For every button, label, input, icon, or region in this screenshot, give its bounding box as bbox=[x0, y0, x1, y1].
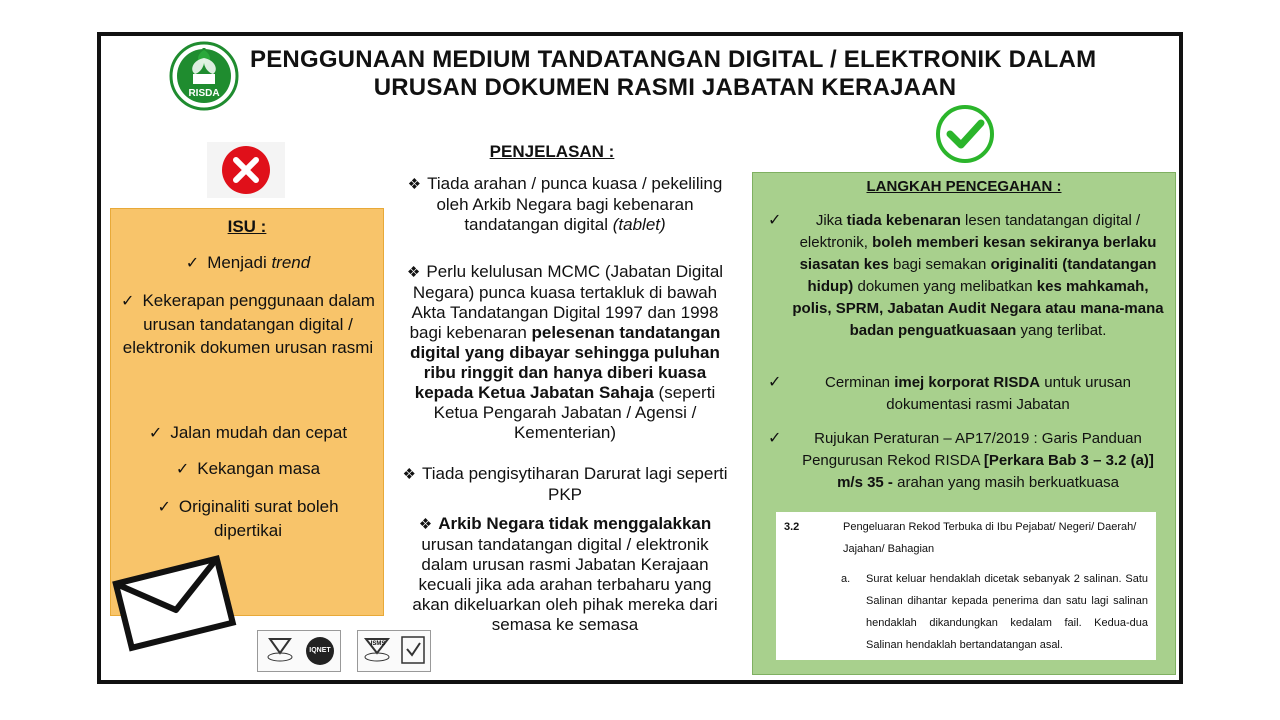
risda-logo bbox=[165, 38, 243, 112]
close-x-icon bbox=[207, 142, 285, 198]
envelope-icon bbox=[110, 548, 240, 656]
isu-item-3: ✓ Jalan mudah dan cepat bbox=[148, 423, 348, 442]
isu-item-1: ✓ Menjadi trend bbox=[185, 253, 311, 272]
checkmark-icon: ✓ bbox=[768, 430, 782, 447]
penjelasan-item-1: ❖ Tiada arahan / punca kuasa / pekeliling oleh Arkib Negara bagi kebenaran tandatangan digital (tablet) bbox=[407, 174, 723, 234]
checkmark-icon: ✓ bbox=[768, 374, 782, 391]
checkmark-icon: ✓ bbox=[185, 255, 200, 272]
check-icon-box bbox=[930, 104, 1000, 164]
page-title bbox=[250, 46, 1097, 102]
checkmark-icon: ✓ bbox=[768, 212, 782, 229]
langkah-heading: LANGKAH PENCEGAHAN : bbox=[866, 178, 1062, 195]
diamond-bullet-icon: ❖ bbox=[418, 516, 433, 533]
title-line-2: URUSAN DOKUMEN RASMI JABATAN KERAJAAN bbox=[373, 74, 957, 101]
penjelasan-item-2: ❖ Perlu kelulusan MCMC (Jabatan Digital Negara) punca kuasa tertakluk di bawah Akta Tandatangan Digital 1997 dan 1998 bagi kebenaran pelesenan tandatangan digital yang dibayar sehingga puluhan ribu ringgit dan hanya diberi kuasa kepada Ketua Jabatan Sahaja (seperti Ketua Pengarah Jabatan / Agensi / Kementerian) bbox=[406, 262, 724, 442]
isu-item-4: ✓ Kekangan masa bbox=[175, 459, 321, 478]
diamond-bullet-icon: ❖ bbox=[406, 264, 421, 281]
isu-item-5: ✓ Originaliti surat boleh dipertikai bbox=[157, 497, 339, 540]
certification-logos-2 bbox=[357, 630, 431, 672]
x-icon-box bbox=[207, 142, 285, 198]
title-line-1: PENGGUNAAN MEDIUM TANDATANGAN DIGITAL / ELEKTRONIK DALAM bbox=[250, 46, 1097, 73]
certification-logos-1 bbox=[257, 630, 341, 672]
checkmark-icon: ✓ bbox=[148, 425, 163, 442]
penjelasan-item-3: ❖ Tiada pengisytiharan Darurat lagi seperti PKP bbox=[402, 464, 728, 504]
diamond-bullet-icon: ❖ bbox=[402, 466, 416, 483]
isu-item-2: ✓ Kekerapan penggunaan dalam urusan tandatangan digital / elektronik dokumen urusan rasmi bbox=[121, 291, 375, 357]
logo-text: RISDA bbox=[188, 88, 220, 99]
isu-heading: ISU : bbox=[227, 217, 267, 236]
penjelasan-item-4: ❖ Arkib Negara tidak menggalakkan urusan tandatangan digital / elektronik dalam urusan rasmi Jabatan Kerajaan kecuali jika ada arahan terbaharu yang akan dikeluarkan oleh pihak mereka dari semasa ke semasa bbox=[412, 514, 718, 634]
check-circle-icon bbox=[930, 104, 1000, 164]
excerpt-item-label: a. bbox=[841, 573, 851, 585]
excerpt-item-text: Surat keluar hendaklah dicetak sebanyak 2 salinan. Satu Salinan dihantar kepada penerima dan satu lagi salinan hendaklah dikandungkan kedalam fail. Kedua-dua Salinan hendaklah bertandatangan asal. bbox=[866, 573, 1148, 651]
langkah-item-1: ✓ Jika tiada kebenaran lesen tandatangan digital / elektronik, boleh memberi kesan sekiranya berlaku siasatan kes bagi semakan originaliti (tandatangan hidup) dokumen yang melibatkan kes mahkamah, polis, SPRM, Jabatan Audit Negara atau mana-mana badan penguatkuasaan yang terlibat. bbox=[768, 212, 1164, 339]
checkmark-icon: ✓ bbox=[121, 293, 135, 310]
langkah-item-3: ✓ Rujukan Peraturan – AP17/2019 : Garis Panduan Pengurusan Rekod RISDA [Perkara Bab 3 – 3.2 (a)] m/s 35 - arahan yang masih berkuatkuasa bbox=[768, 430, 1154, 491]
regulation-excerpt bbox=[776, 512, 1156, 660]
iqnet-logo-text: IQNET bbox=[309, 647, 331, 654]
checkmark-icon: ✓ bbox=[157, 499, 171, 516]
diamond-bullet-icon: ❖ bbox=[407, 176, 422, 193]
penjelasan-heading: PENJELASAN : bbox=[489, 142, 615, 161]
langkah-item-2: ✓ Cerminan imej korporat RISDA untuk urusan dokumentasi rasmi Jabatan bbox=[768, 374, 1131, 413]
excerpt-number: 3.2 bbox=[784, 521, 800, 533]
checkmark-icon: ✓ bbox=[175, 461, 190, 478]
isms-logo-text: ISMS bbox=[370, 641, 386, 647]
excerpt-heading: Pengeluaran Rekod Terbuka di Ibu Pejabat/ Negeri/ Daerah/ Jajahan/ Bahagian bbox=[843, 521, 1137, 555]
